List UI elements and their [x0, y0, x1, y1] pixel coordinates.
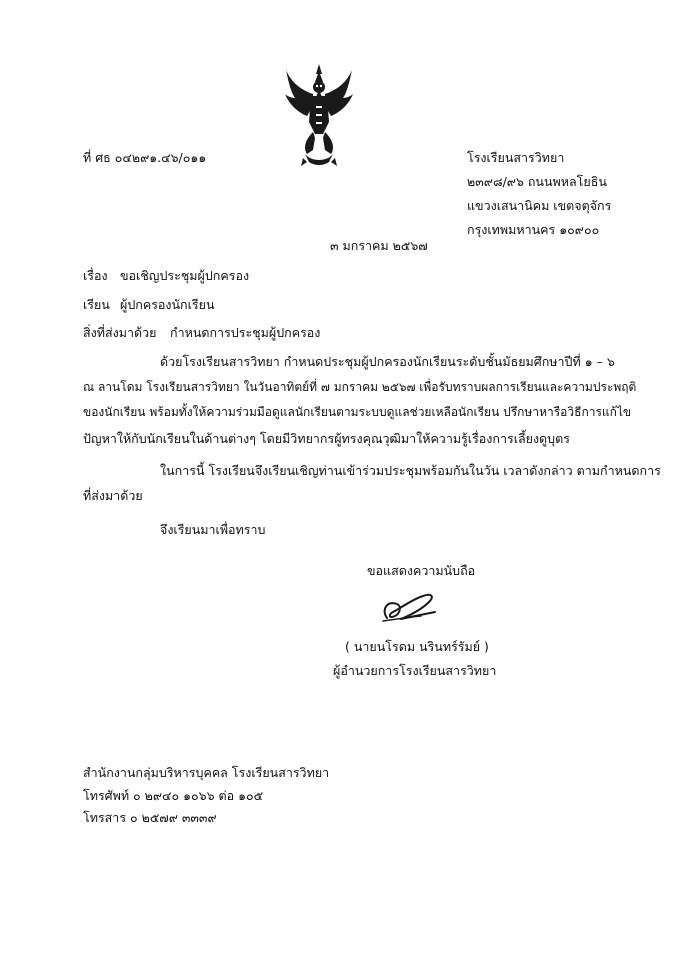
body-paragraph1-line2: ณ ลานโดม โรงเรียนสารวิทยา ในวันอาทิตย์ที่ ๗ มกราคม ๒๕๖๗ เพื่อรับทราบผลการเรียนและความประพฤติ — [83, 380, 637, 394]
subject-label: เรื่อง — [83, 268, 108, 283]
signature-icon — [377, 588, 439, 626]
footer-phone: โทรศัพท์ ๐ ๒๙๔๐ ๑๐๖๖ ต่อ ๑๐๕ — [83, 788, 264, 803]
signer-title: ผู้อำนวยการโรงเรียนสารวิทยา — [333, 663, 497, 678]
body-paragraph1-line3: ของนักเรียน พร้อมทั้งให้ความร่วมมือดูแลนักเรียนตามระบบดูแลช่วยเหลือนักเรียน ปรึกษาหารือวิธีการแก้ไข — [83, 405, 632, 419]
document-number: ที่ ศธ ๐๔๒๙๑.๔๖/๐๑๑ — [83, 150, 207, 165]
closing-salutation: ขอแสดงความนับถือ — [367, 563, 476, 578]
recipient-value: ผู้ปกครองนักเรียน — [120, 297, 215, 312]
sender-address-line2: แขวงเสนานิคม เขตจตุจักร — [467, 198, 612, 213]
body-paragraph2-line1: ในการนี้ โรงเรียนจึงเรียนเชิญท่านเข้าร่วมประชุมพร้อมกันในวัน เวลาดังกล่าว ตามกำหนดการ — [160, 463, 661, 478]
footer-office: สำนักงานกลุ่มบริหารบุคคล โรงเรียนสารวิทยา — [83, 765, 330, 780]
sender-address-line1: ๒๓๙๘/๙๖ ถนนพหลโยธิน — [467, 174, 607, 189]
subject-value: ขอเชิญประชุมผู้ปกครอง — [120, 268, 250, 283]
attachment-value: กำหนดการประชุมผู้ปกครอง — [170, 325, 321, 340]
body-paragraph2-line2: ที่ส่งมาด้วย — [83, 488, 143, 503]
body-paragraph1-line4: ปัญหาให้กับนักเรียนในด้านต่างๆ โดยมีวิทยากรผู้ทรงคุณวุฒิมาให้ความรู้เรื่องการเลี้ยงดูบุตร — [83, 431, 570, 446]
attachment-label: สิ่งที่ส่งมาด้วย — [83, 325, 157, 340]
signer-name: ( นายนโรดม นรินทร์รัมย์ ) — [345, 639, 489, 654]
garuda-emblem-icon — [283, 62, 355, 168]
letter-date: ๓ มกราคม ๒๕๖๗ — [330, 238, 428, 253]
footer-fax: โทรสาร ๐ ๒๕๗๙ ๓๓๓๙ — [83, 810, 217, 825]
closing-request: จึงเรียนมาเพื่อทราบ — [160, 522, 266, 537]
body-paragraph1-line1: ด้วยโรงเรียนสารวิทยา กำหนดประชุมผู้ปกครองนักเรียนระดับชั้นมัธยมศึกษาปีที่ ๑ – ๖ — [160, 354, 615, 369]
sender-address-line3: กรุงเทพมหานคร ๑๐๙๐๐ — [467, 222, 600, 237]
sender-name: โรงเรียนสารวิทยา — [467, 150, 565, 165]
recipient-label: เรียน — [83, 297, 110, 312]
